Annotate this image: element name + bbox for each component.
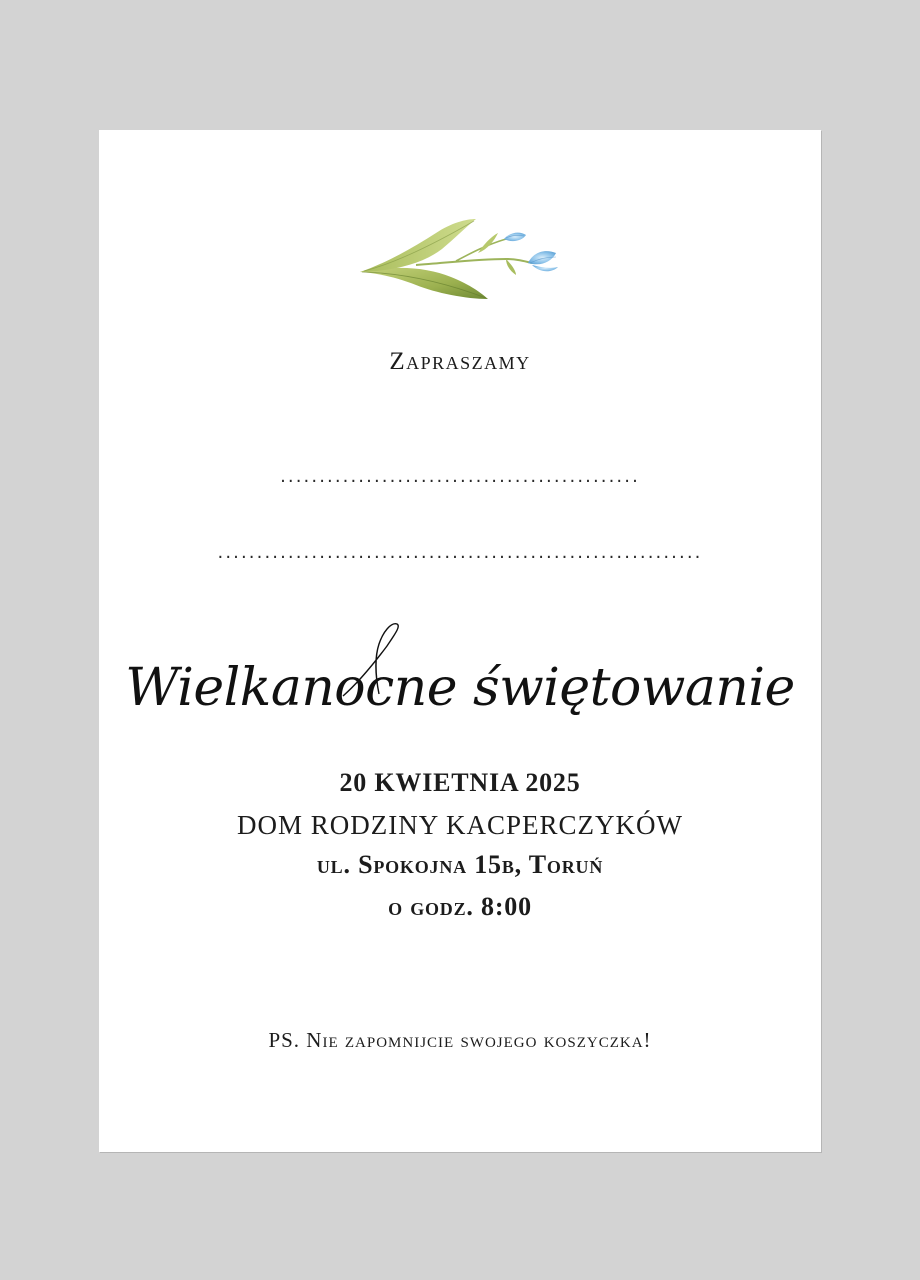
guest-name-line-2: .............................................................. (217, 542, 703, 563)
event-time: o godz. 8:00 (388, 892, 532, 921)
snowdrop-sprig-icon (356, 215, 566, 305)
event-address: ul. Spokojna 15b, Toruń (316, 850, 604, 879)
invitation-card (99, 130, 821, 1152)
invite-heading: Zapraszamy (389, 348, 531, 375)
event-title: Wielkanocne świętowanie (125, 658, 795, 718)
event-date: 20 KWIETNIA 2025 (339, 768, 581, 797)
guest-name-line-1: .............................................. (280, 466, 640, 487)
event-venue: DOM RODZINY KACPERCZYKÓW (237, 810, 683, 840)
ps-note: PS. Nie zapomnijcie swojego koszyczka! (268, 1028, 652, 1052)
